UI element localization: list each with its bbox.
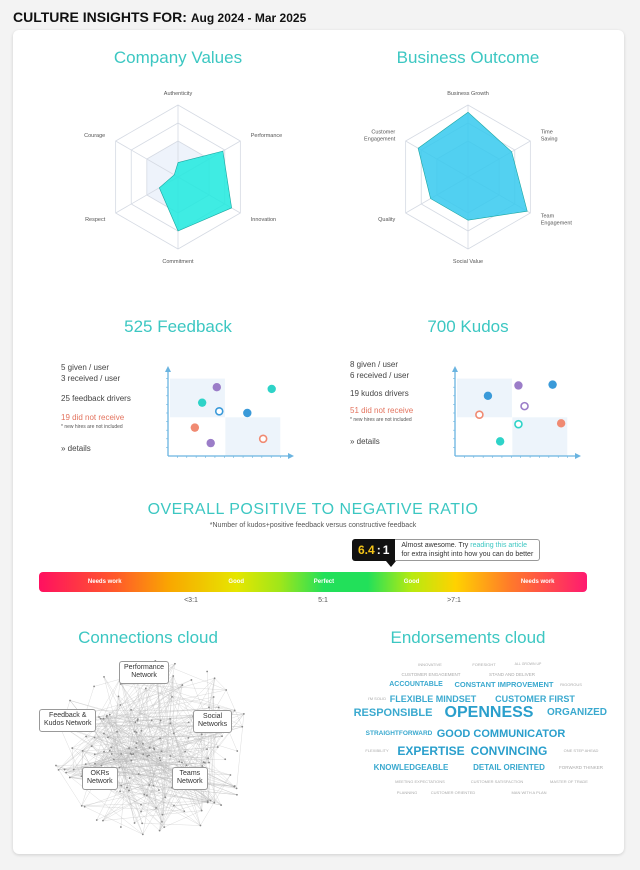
ratio-bar: [39, 572, 587, 592]
feedback-drivers: 25 feedback drivers: [61, 393, 131, 403]
endorsement-word[interactable]: ACCOUNTABLE: [389, 680, 443, 688]
company-values-axis-label: Respect: [85, 217, 106, 223]
endorsements-cloud: [333, 660, 613, 800]
kudos-point: [548, 380, 556, 388]
ratio-msg-try: Try: [456, 542, 471, 549]
ratio-msg-rest: for extra insight into how you can do better: [401, 550, 534, 558]
feedback-point: [198, 398, 206, 406]
feedback-point: [213, 383, 221, 391]
kudos-given: 8 given / user: [350, 360, 399, 369]
feedback-point: [268, 385, 276, 393]
endorsement-word[interactable]: DETAIL ORIENTED: [473, 763, 545, 772]
endorsement-word[interactable]: OPENNESS: [444, 704, 534, 721]
business-outcome-axis-label: Time Saving: [540, 129, 558, 143]
feedback-point: [207, 439, 215, 447]
feedback-y-arrow: [165, 366, 171, 372]
kudos-scatter: [447, 364, 582, 464]
endorsement-word[interactable]: RIGOROUS: [560, 682, 582, 687]
page-header: [13, 9, 306, 25]
feedback-x-arrow: [288, 453, 294, 459]
kudos-not-received: 51 did not receive: [350, 406, 414, 416]
feedback-title: 525 Feedback: [124, 317, 232, 336]
company-values-title: Company Values: [113, 48, 243, 67]
endorsement-word[interactable]: FORWARD THINKER: [559, 764, 603, 770]
endorsement-word[interactable]: CUSTOMER ORIENTED: [430, 790, 476, 795]
endorsement-word[interactable]: FLEXIBILITY: [365, 748, 389, 753]
business-outcome-data-area: [418, 112, 527, 220]
endorsement-word[interactable]: FLEXIBLE MINDSET: [389, 693, 477, 704]
endorsement-word[interactable]: CUSTOMER SATISFACTION: [470, 779, 524, 784]
kudos-point: [515, 421, 522, 428]
feedback-not-received: 19 did not receive: [61, 413, 125, 423]
business-outcome-axis-label: Customer Engagement: [364, 129, 396, 143]
ratio-article-link[interactable]: reading this article: [470, 542, 528, 549]
ratio-value: 6.4: [358, 543, 375, 557]
kudos-point: [557, 419, 565, 427]
ratio-colon: :: [376, 543, 381, 557]
endorsement-word[interactable]: MAN WITH A PLAN: [511, 790, 547, 795]
endorsement-word[interactable]: STAND AND DELIVER: [489, 671, 535, 677]
teams-network-label[interactable]: Teams Network: [172, 767, 208, 790]
feedback-details-link[interactable]: » details: [61, 443, 91, 453]
kudos-note: * new hires are not included: [350, 417, 412, 424]
company-values-radar: [63, 75, 293, 275]
ratio-callout: [352, 539, 540, 561]
kudos-details-link[interactable]: » details: [350, 436, 380, 446]
endorsement-word[interactable]: ORGANIZED: [547, 707, 607, 718]
ratio-title: OVERALL POSITIVE TO NEGATIVE RATIO: [147, 501, 479, 518]
ratio-subtitle: *Number of kudos+positive feedback versus constructive feedback: [209, 522, 417, 529]
kudos-stats: [350, 360, 413, 448]
header-prefix: CULTURE INSIGHTS FOR:: [13, 9, 187, 25]
endorsement-word[interactable]: EXPERTISE: [397, 744, 465, 758]
kudos-point: [484, 392, 492, 400]
endorsement-word[interactable]: CUSTOMER FIRST: [495, 693, 575, 704]
endorsement-word[interactable]: CONSTANT IMPROVEMENT: [454, 680, 554, 690]
endorsement-word[interactable]: INNOVATIVE: [418, 662, 442, 667]
endorsement-word[interactable]: PLANNING: [396, 790, 418, 795]
ratio-segment-good-left: Good: [228, 579, 245, 585]
kudos-point: [521, 403, 528, 410]
ratio-msg-bold: Almost awesome.: [401, 542, 457, 549]
company-values-axis-label: Authenticity: [163, 91, 193, 97]
endorsement-word[interactable]: MEETING EXPECTATIONS: [395, 779, 445, 784]
feedback-point: [216, 408, 223, 415]
feedback-point: [191, 423, 199, 431]
feedback-scatter: [160, 364, 295, 464]
feedback-point: [260, 435, 267, 442]
endorsement-word[interactable]: STRAIGHTFORWARD: [365, 729, 433, 737]
ratio-value-badge: [352, 539, 395, 561]
endorsement-word[interactable]: GOOD COMMUNICATOR: [436, 727, 566, 740]
connections-title: Connections cloud: [78, 628, 218, 647]
ratio-segment-perfect: Perfect: [313, 579, 335, 585]
feedback-stats: [61, 363, 131, 455]
feedback-quadrant: [225, 417, 280, 456]
business-outcome-axis-label: Team Engagement: [540, 213, 572, 227]
performance-network-label[interactable]: Performance Network: [119, 661, 169, 684]
feedback-note: * new hires are not included: [61, 424, 123, 431]
ratio-one: 1: [382, 543, 390, 557]
company-values-axis-label: Courage: [84, 133, 106, 139]
ratio-tick-low: <3:1: [184, 597, 198, 604]
ratio-segment-good-right: Good: [403, 579, 420, 585]
feedback-received: 3 received / user: [61, 373, 121, 383]
endorsements-title: Endorsements cloud: [390, 628, 546, 647]
company-values-axis-label: Performance: [250, 133, 283, 139]
feedback-point: [243, 409, 251, 417]
endorsement-word[interactable]: MASTER OF TRADE: [550, 779, 588, 784]
business-outcome-axis-label: Social Value: [452, 259, 484, 265]
endorsement-word[interactable]: KNOWLEDGEABLE: [373, 763, 449, 772]
kudos-point: [496, 437, 504, 445]
business-outcome-axis-label: Quality: [378, 217, 396, 223]
business-outcome-title: Business Outcome: [396, 48, 540, 67]
kudos-y-arrow: [452, 366, 458, 372]
kudos-received: 6 received / user: [350, 370, 410, 380]
endorsement-word[interactable]: FORESIGHT: [472, 662, 496, 667]
ratio-segment-needs-work-left: Needs work: [87, 579, 122, 585]
kudos-x-arrow: [575, 453, 581, 459]
endorsement-word[interactable]: ONE STEP AHEAD: [563, 748, 599, 753]
business-outcome-axis-label: Business Growth: [447, 91, 489, 97]
ratio-message: [395, 539, 540, 561]
ratio-segment-needs-work-right: Needs work: [520, 579, 555, 585]
ratio-tick-mid: 5:1: [318, 597, 328, 604]
company-values-axis-label: Innovation: [250, 217, 277, 223]
insights-card: [13, 30, 624, 854]
endorsement-word[interactable]: CUSTOMER ENGAGEMENT: [401, 671, 461, 677]
endorsement-word[interactable]: RESPONSIBLE: [353, 706, 433, 719]
business-outcome-radar: [353, 75, 583, 275]
ratio-tick-high: >7:1: [447, 597, 461, 604]
feedback-kudos-network-label[interactable]: Feedback & Kudos Network: [39, 709, 96, 732]
social-networks-label[interactable]: Social Networks: [193, 710, 232, 733]
feedback-given: 5 given / user: [61, 363, 110, 372]
kudos-drivers: 19 kudos drivers: [350, 388, 409, 398]
kudos-title: 700 Kudos: [427, 317, 509, 336]
okrs-network-label[interactable]: OKRs Network: [82, 767, 118, 790]
company-values-axis-label: Commitment: [162, 259, 194, 265]
network-nodes: [55, 660, 245, 835]
endorsement-word[interactable]: I'M SOLID: [367, 696, 387, 701]
endorsement-word[interactable]: CONVINCING: [470, 744, 548, 758]
kudos-point: [476, 411, 483, 418]
ratio-pointer: [386, 561, 396, 567]
endorsement-word[interactable]: ALL GROWN UP: [514, 662, 542, 667]
header-date-range: Aug 2024 - Mar 2025: [190, 11, 307, 25]
kudos-point: [514, 381, 522, 389]
